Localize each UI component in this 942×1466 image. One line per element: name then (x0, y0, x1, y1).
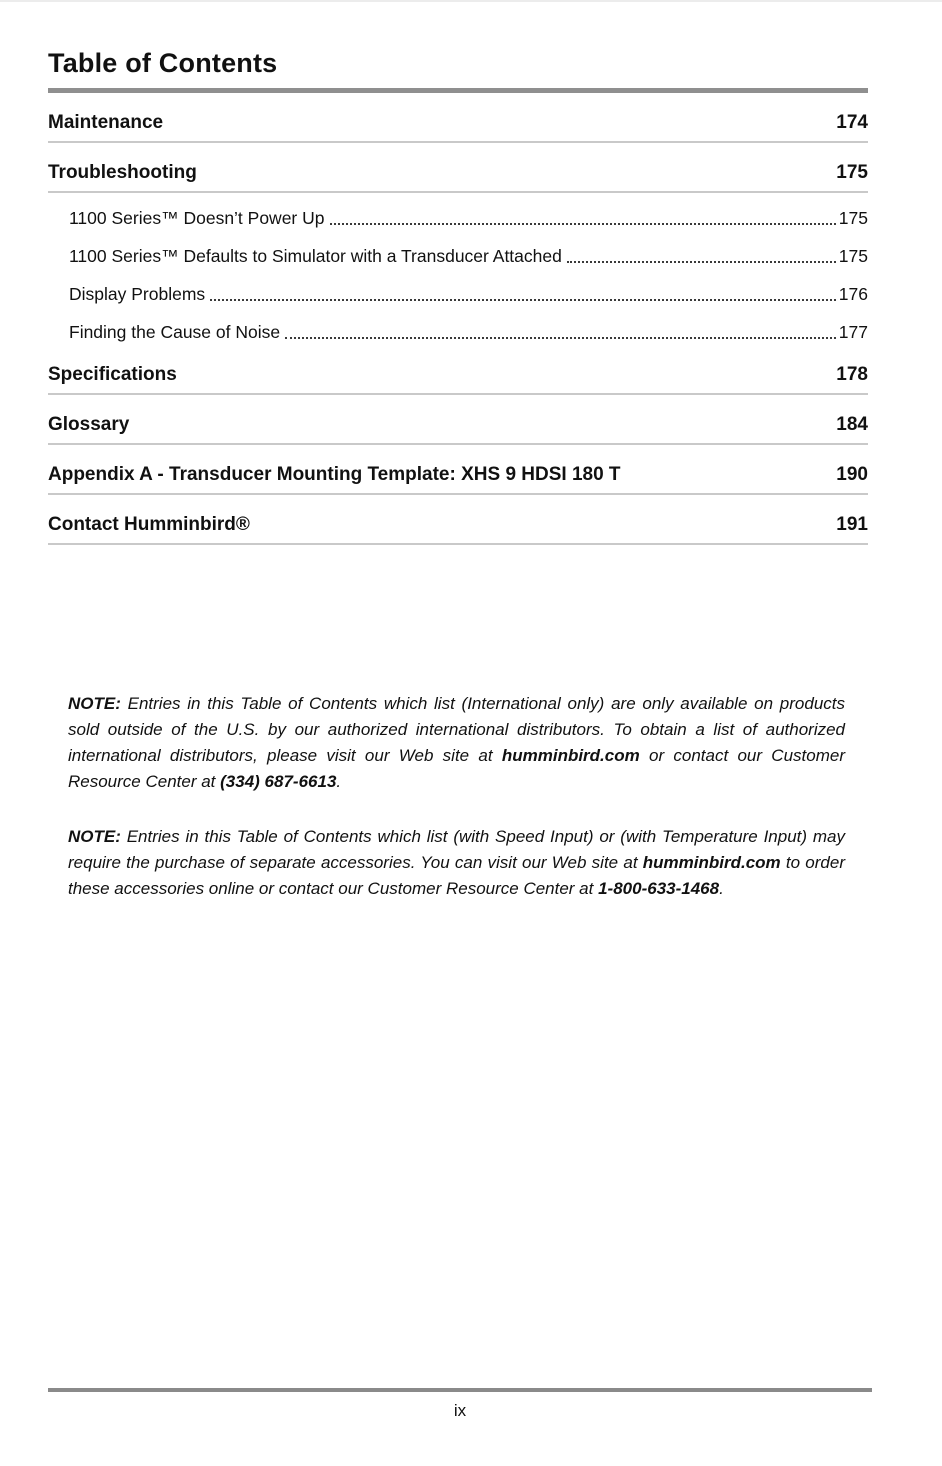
note-phone: 1-800-633-1468 (598, 879, 720, 898)
toc-entry-troubleshooting (48, 162, 868, 193)
note-text: Entries in this Table of Contents which list (International only) are only available on products sold outside of the U.S. by our authorized international distributors. To obtain a list of authorized international distributors, please visit our Web site at (68, 694, 845, 765)
toc-entry-page: 191 (836, 514, 868, 535)
toc-subentry-page: 177 (838, 322, 868, 342)
toc-entry-label: Troubleshooting (48, 162, 197, 183)
toc-entry-page: 190 (836, 464, 868, 485)
toc-subentry (48, 208, 868, 231)
toc-subentry-label: Finding the Cause of Noise (69, 322, 281, 342)
toc-leader-dots (210, 299, 836, 301)
toc-entry-label: Glossary (48, 414, 130, 435)
toc-leader-dots (330, 223, 836, 225)
toc-subentry-label: 1100 Series™ Doesn’t Power Up (69, 208, 325, 228)
toc-entry-maintenance (48, 112, 868, 143)
toc-entry-page: 178 (836, 364, 868, 385)
toc-subentry-page: 175 (838, 246, 868, 266)
toc-entry-glossary (48, 414, 868, 445)
toc-entry-appendix-a (48, 464, 868, 495)
notes-section (68, 691, 845, 902)
toc-entry-page: 174 (836, 112, 868, 133)
toc-subentry (48, 284, 868, 307)
note-text: . (719, 879, 724, 898)
toc-entry-label: Contact Humminbird® (48, 514, 250, 535)
toc-entry-label: Specifications (48, 364, 177, 385)
toc-subentry-label: Display Problems (69, 284, 206, 304)
note-text: or contact our Customer Resource Center at (68, 746, 845, 791)
note-label: NOTE: (68, 827, 121, 846)
table-of-contents (48, 112, 868, 545)
toc-subentry (48, 322, 868, 345)
note-text: Entries in this Table of Contents which list (with Speed Input) or (with Temperature Input) may require the purchase of separate accessories. You can visit our Web site at (68, 827, 845, 872)
note-text: . (336, 772, 342, 791)
toc-entry-label: Appendix A - Transducer Mounting Template: XHS 9 HDSI 180 T (48, 464, 621, 485)
note-label: NOTE: (68, 694, 121, 713)
note-international (68, 691, 845, 795)
note-text: to order these accessories online or contact our Customer Resource Center at (68, 853, 845, 898)
toc-leader-dots (567, 261, 836, 263)
toc-subentry-label: 1100 Series™ Defaults to Simulator with a Transducer Attached (69, 246, 562, 266)
page-content (0, 2, 942, 902)
toc-subentry (48, 246, 868, 269)
note-website: humminbird.com (501, 746, 640, 765)
toc-entry-specifications (48, 364, 868, 395)
footer-rule (48, 1388, 872, 1392)
toc-entry-page: 184 (836, 414, 868, 435)
toc-entry-label: Maintenance (48, 112, 164, 133)
toc-entry-contact-humminbird (48, 514, 868, 545)
note-phone: (334) 687-6613 (220, 772, 337, 791)
note-accessories (68, 824, 845, 902)
toc-leader-dots (285, 337, 836, 339)
note-website: humminbird.com (642, 853, 781, 872)
toc-subentry-page: 176 (838, 284, 868, 304)
page-number: ix (453, 1401, 467, 1420)
toc-entry-page: 175 (836, 162, 868, 183)
page-title: Table of Contents (48, 48, 868, 93)
toc-subentry-page: 175 (838, 208, 868, 228)
